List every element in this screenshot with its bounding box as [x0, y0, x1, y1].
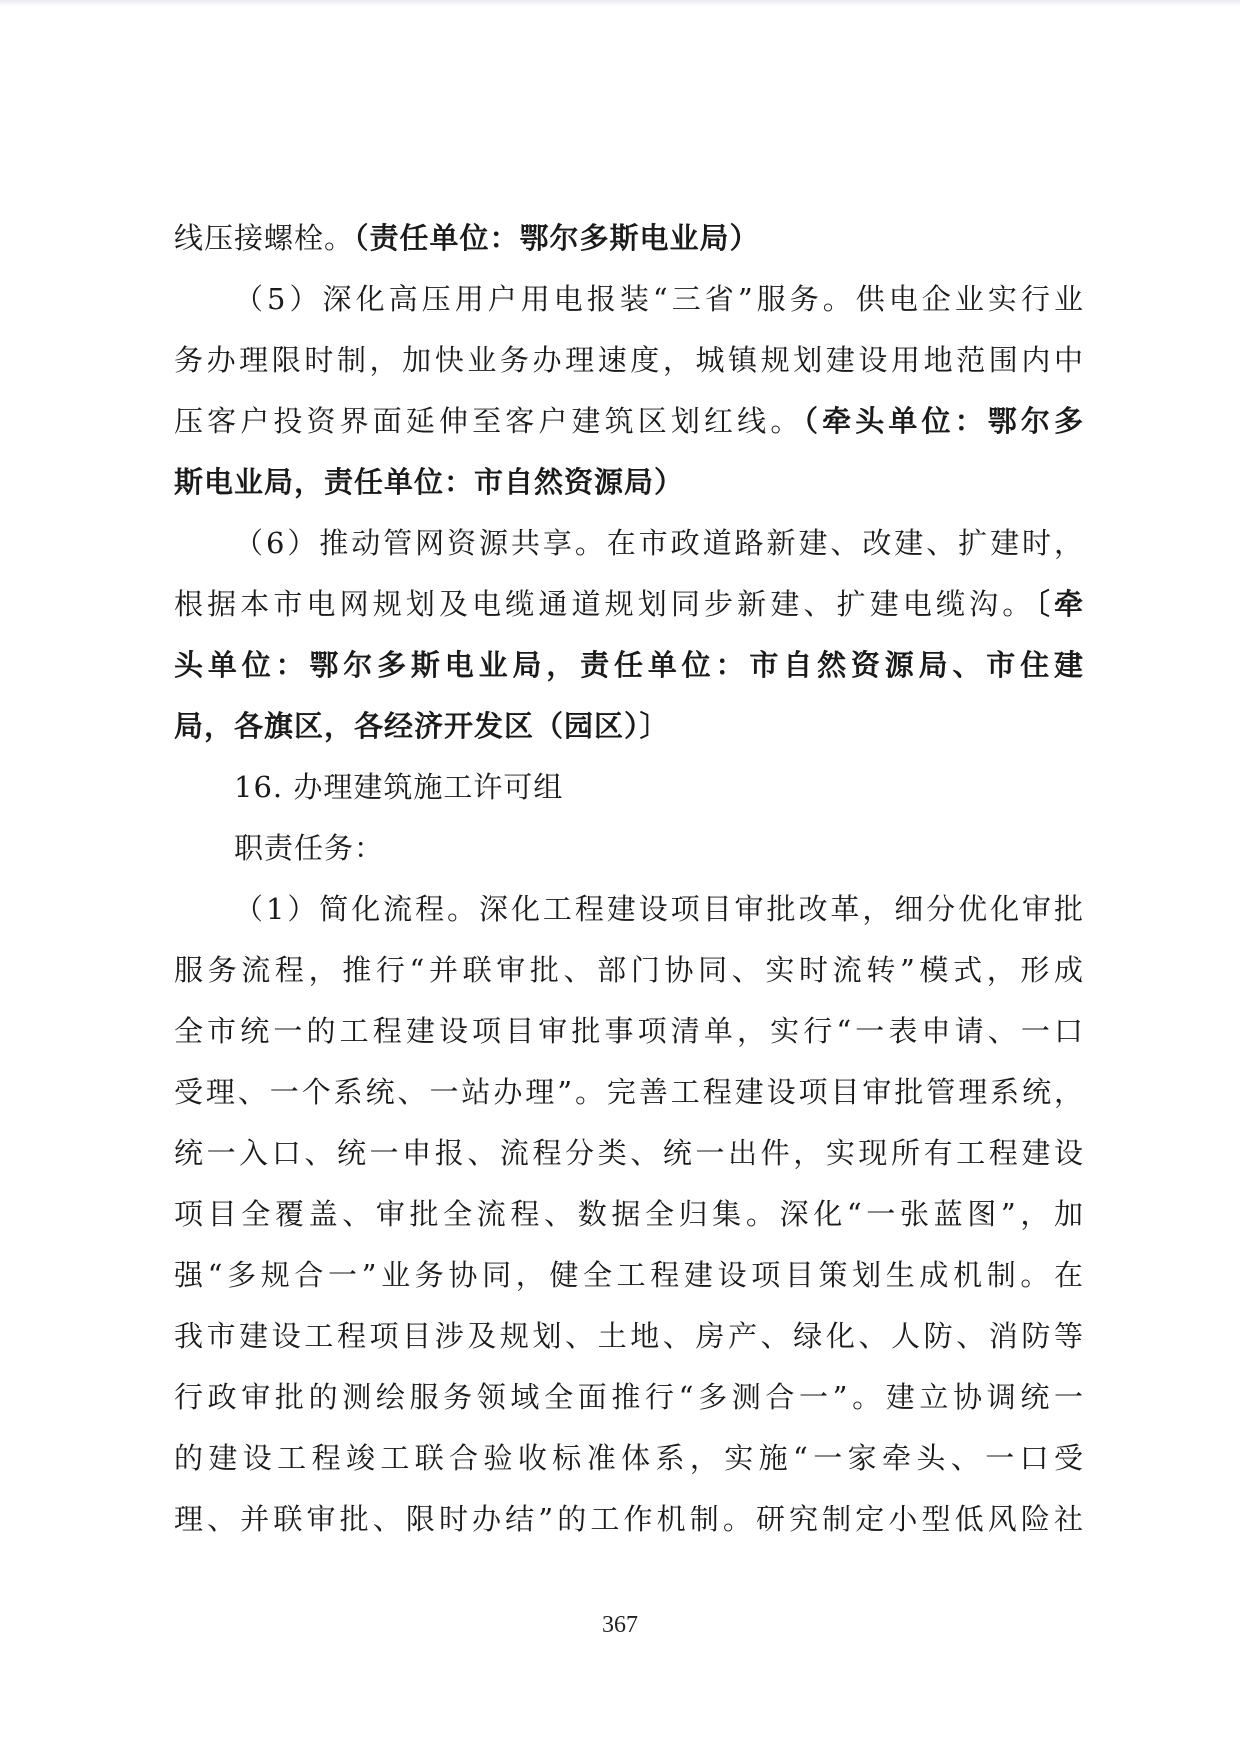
body-text: 统一入口、统一申报、流程分类、统一出件，实现所有工程建设: [174, 1136, 1084, 1170]
body-text: 根据本市电网规划及电缆通道规划同步新建、扩建电缆沟。: [174, 587, 1036, 621]
scan-edge: [0, 0, 1240, 6]
text-line: [174, 452, 1084, 513]
text-line: [174, 940, 1084, 1001]
text-line: [174, 330, 1084, 391]
text-line: [174, 574, 1084, 635]
responsible-unit-text: 局，各旗区，各经济开发区（园区）〕: [174, 709, 670, 743]
text-line: [174, 1001, 1084, 1062]
body-text: 行政审批的测绘服务领域全面推行“多测合一”。建立协调统一: [174, 1380, 1084, 1414]
text-line: [174, 1367, 1084, 1428]
text-line: [174, 1062, 1084, 1123]
body-text: 全市统一的工程建设项目审批事项清单，实行“一表申请、一口: [174, 1014, 1084, 1048]
responsible-unit-text: 头单位：鄂尔多斯电业局，责任单位：市自然资源局、市住建: [174, 648, 1084, 682]
responsible-unit-text: （责任单位：鄂尔多斯电业局）: [354, 221, 760, 255]
responsible-unit-text: 斯电业局，责任单位：市自然资源局）: [174, 465, 685, 499]
text-line: [174, 1489, 1084, 1550]
text-line: [174, 1123, 1084, 1184]
text-line: [174, 818, 1084, 879]
body-text: 理、并联审批、限时办结”的工作机制。研究制定小型低风险社: [174, 1502, 1084, 1536]
text-line: [174, 391, 1084, 452]
body-text: 我市建设工程项目涉及规划、土地、房产、绿化、人防、消防等: [174, 1319, 1084, 1353]
text-line: [174, 879, 1084, 940]
text-line: [174, 635, 1084, 696]
body-text: 职责任务：: [234, 831, 385, 865]
body-text: 的建设工程竣工联合验收标准体系，实施“一家牵头、一口受: [174, 1441, 1084, 1475]
page-number: 367: [602, 1612, 638, 1638]
body-text: （1）简化流程。深化工程建设项目审批改革，细分优化审批: [234, 892, 1084, 926]
text-line: [174, 1306, 1084, 1367]
body-text: 务办理限时制，加快业务办理速度，城镇规划建设用地范围内中: [174, 343, 1084, 377]
text-line: [174, 269, 1084, 330]
body-text: 16. 办理建筑施工许可组: [234, 770, 564, 804]
body-text: 受理、一个系统、一站办理”。完善工程建设项目审批管理系统，: [174, 1075, 1084, 1109]
text-line: [174, 757, 1084, 818]
text-line: [174, 208, 1084, 269]
responsible-unit-text: （牵头单位：鄂尔多: [803, 404, 1084, 438]
responsible-unit-text: 〔牵: [1035, 587, 1084, 621]
text-line: [174, 513, 1084, 574]
text-line: [174, 1184, 1084, 1245]
text-line: [174, 1245, 1084, 1306]
body-text: （5）深化高压用户用电报装“三省”服务。供电企业实行业: [234, 282, 1084, 316]
body-text: 服务流程，推行“并联审批、部门协同、实时流转”模式，形成: [174, 953, 1084, 987]
document-body: [174, 208, 1084, 1550]
text-line: [174, 1428, 1084, 1489]
body-text: 强“多规合一”业务协同，健全工程建设项目策划生成机制。在: [174, 1258, 1084, 1292]
body-text: （6）推动管网资源共享。在市政道路新建、改建、扩建时，: [234, 526, 1084, 560]
body-text: 压客户投资界面延伸至客户建筑区划红线。: [174, 404, 804, 438]
body-text: 线压接螺栓。: [174, 221, 355, 255]
body-text: 项目全覆盖、审批全流程、数据全归集。深化“一张蓝图”，加: [174, 1197, 1084, 1231]
text-line: [174, 696, 1084, 757]
